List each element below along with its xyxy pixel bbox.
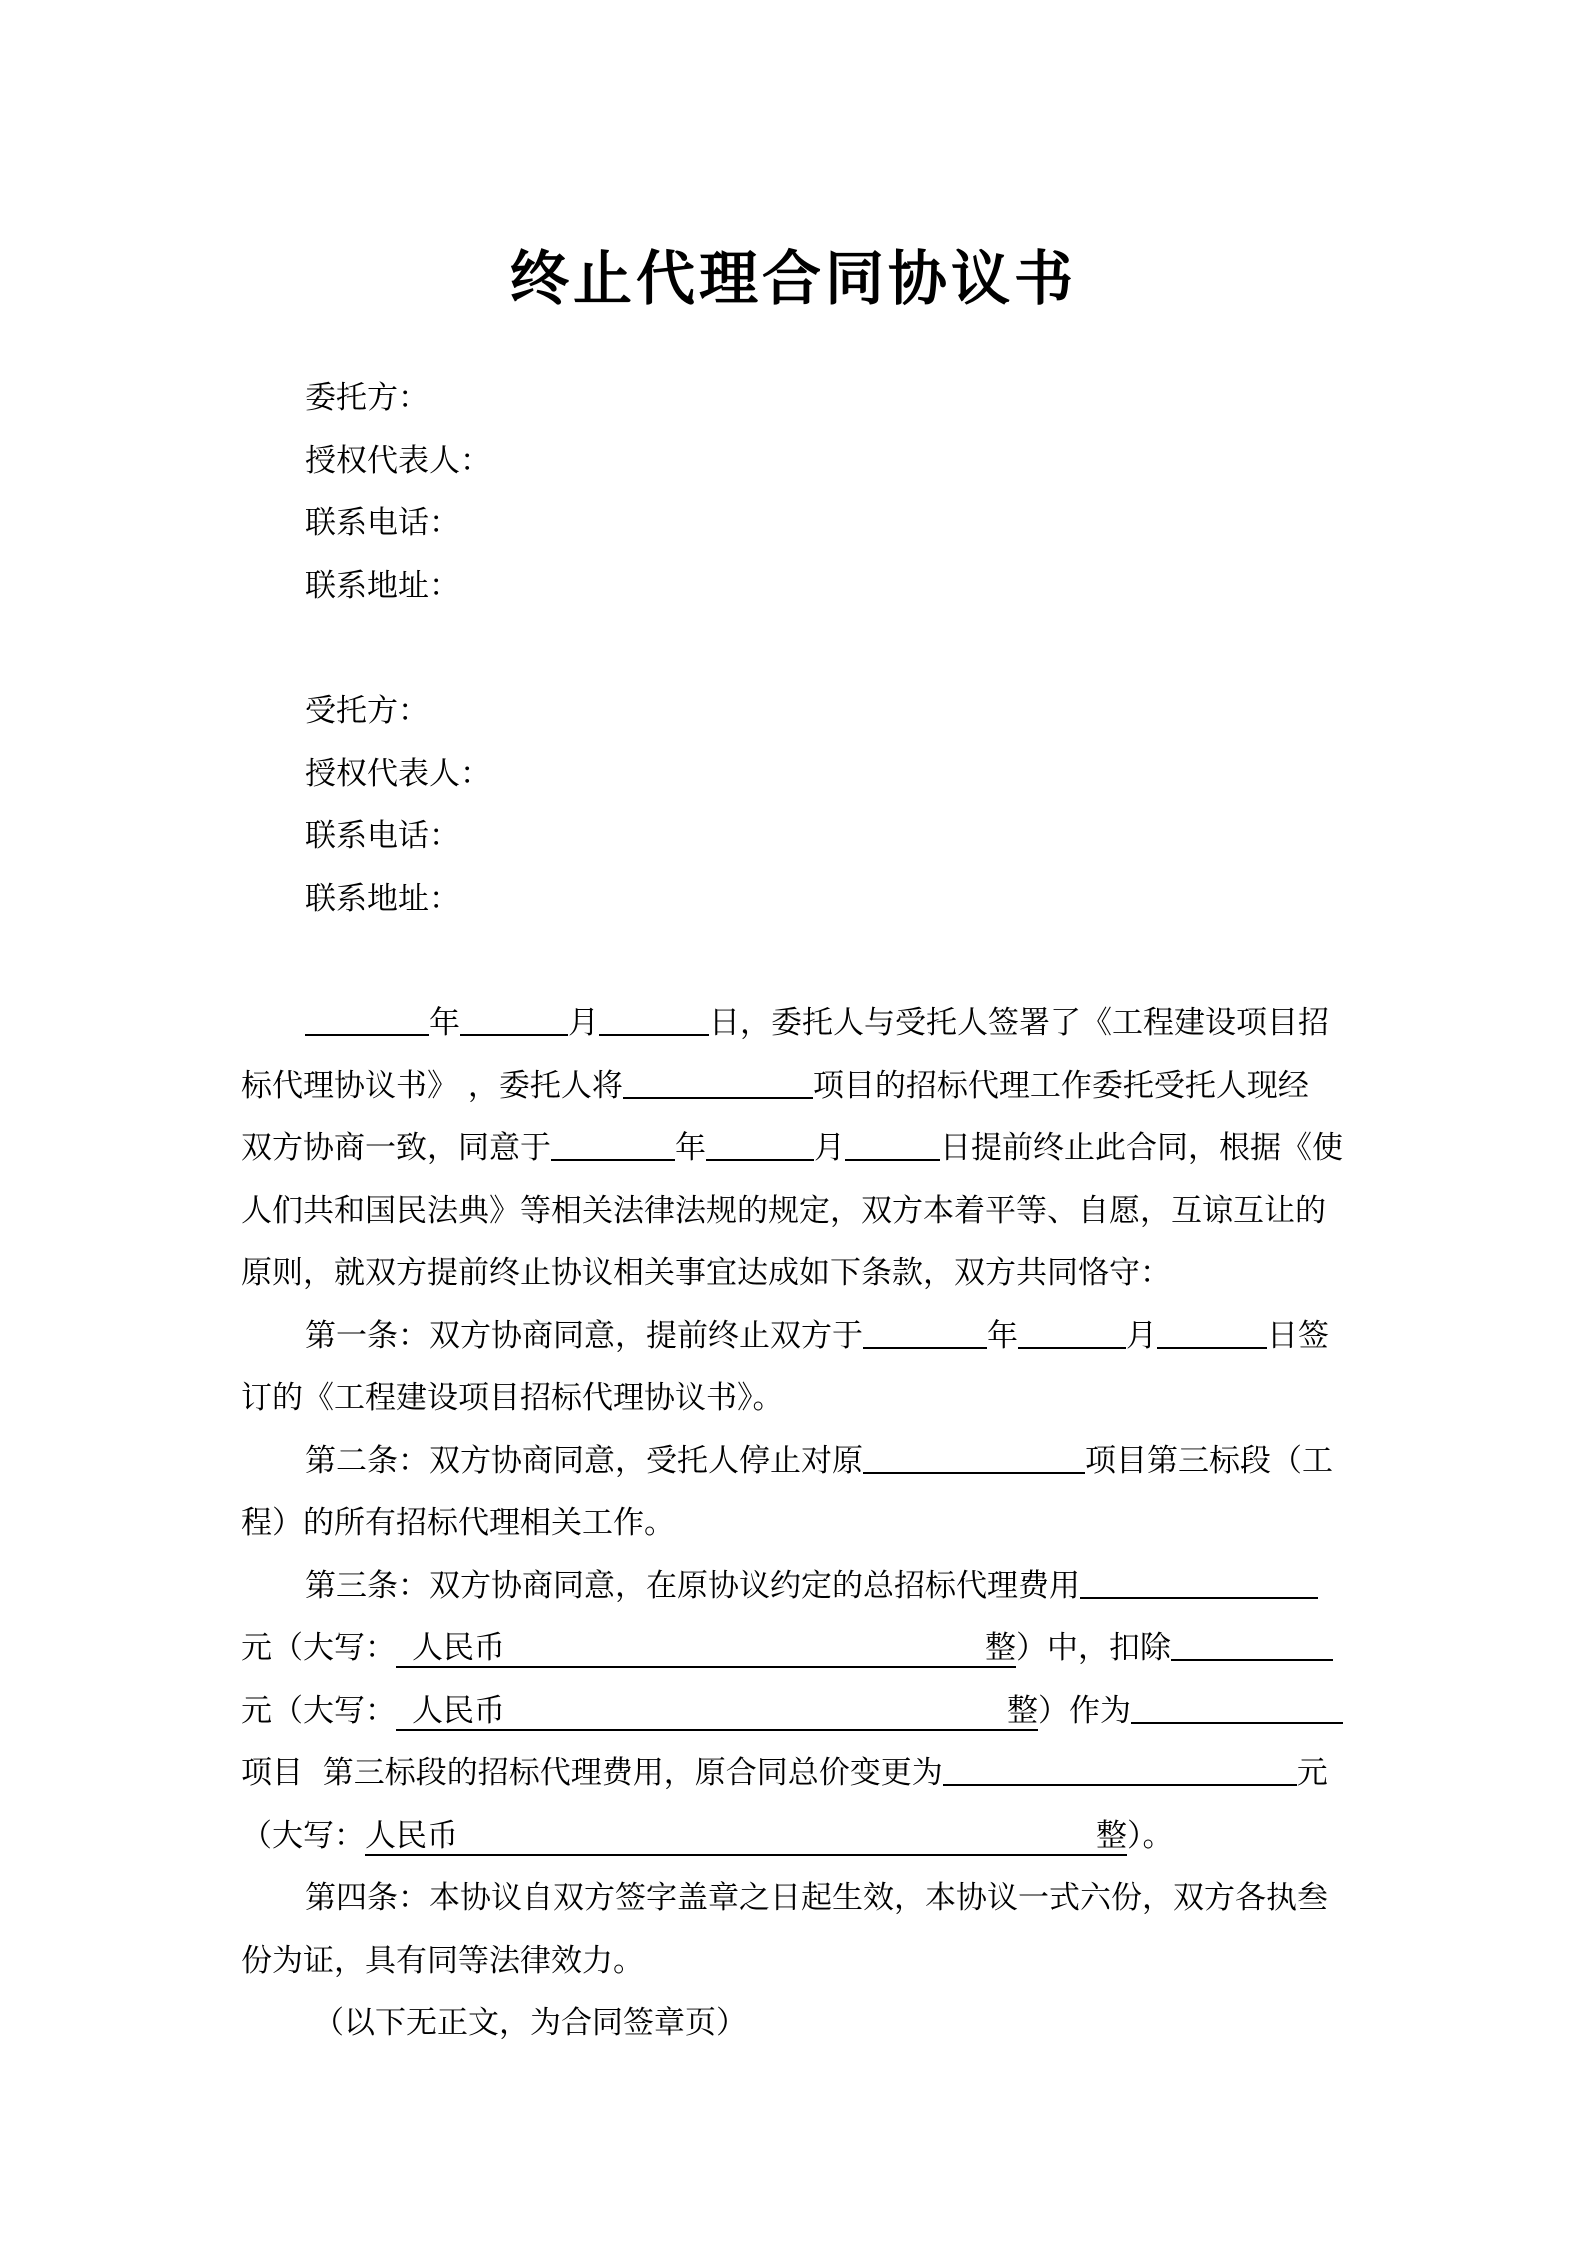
year-label: 年 [429,1005,460,1041]
intro-text-3b: 日提前终止此合同，根据《使 [940,1130,1343,1166]
article-1-text-a: 第一条：双方协商同意，提前终止双方于 [305,1317,863,1354]
article-3-line-3 [241,1680,1353,1743]
blank-year [305,1002,429,1036]
intro-paragraph [241,992,1353,1305]
end-note: （以下无正文，为合同签章页） [313,2005,747,2041]
article-3 [241,1555,1353,1868]
blank-a3-total-fee [1080,1565,1318,1599]
article-4 [241,1867,1353,1992]
rmb-label-2: 人民币 [412,1692,505,1729]
article-4-line-1: 第四条：本协议自双方签字盖章之日起生效，本协议一式六份，双方各执叁 [305,1880,1328,1916]
contract-body [241,992,1353,2055]
intro-text-1: 日，委托人与受托人签署了《工程建设项目招 [709,1005,1329,1041]
article-3-text-5a: （大写： [241,1817,365,1854]
rmb-label-1: 人民币 [412,1630,505,1666]
blank-month [460,1002,568,1036]
article-2-line-2: 程）的所有招标代理相关工作。 [241,1505,675,1541]
intro-line-1 [241,992,1353,1055]
blank-day-2 [845,1127,940,1161]
intro-line-3 [241,1117,1353,1180]
article-3-text-4a: 项目 第三标段的招标代理费用，原合同总价变更为 [241,1755,943,1791]
blank-a2-project [863,1440,1085,1474]
intro-text-2b: 项目的招标代理工作委托受托人现经 [812,1067,1309,1104]
blank-a3-as [1131,1690,1343,1724]
zheng-label-2: 整 [1007,1692,1038,1729]
blank-a1-day [1157,1315,1267,1349]
article-2-text-a: 第二条：双方协商同意，受托人停止对原 [305,1442,863,1479]
article-3-text-a: 第三条：双方协商同意，在原协议约定的总招标代理费用 [305,1567,1080,1604]
principal-section [305,367,491,617]
agent-section [305,680,491,930]
a3-amount-words-1 [396,1630,1016,1668]
blank-a1-month [1018,1315,1126,1349]
article-3-line-1 [241,1555,1353,1618]
month-label: 月 [568,1005,599,1041]
article-1-line-1 [241,1305,1353,1368]
article-3-text-5b: ）。 [1127,1817,1174,1854]
zheng-label-3: 整 [1096,1817,1127,1854]
a1-year-label: 年 [987,1317,1018,1354]
agent-address-label: 联系地址： [305,880,460,917]
agent-phone-label: 联系电话： [305,818,460,854]
intro-line-4: 人们共和国民法典》等相关法律法规的规定，双方本着平等、自愿，互谅互让的 [241,1192,1326,1229]
year-label-2: 年 [675,1130,706,1166]
blank-year-2 [551,1127,675,1161]
article-3-line-4 [241,1742,1353,1805]
blank-a1-year [863,1315,987,1349]
article-2-text-b: 项目第三标段（工 [1085,1442,1333,1479]
article-3-line-2 [241,1617,1353,1680]
article-1 [241,1305,1353,1430]
rmb-label-3: 人民币 [365,1817,458,1854]
intro-text-3a: 双方协商一致，同意于 [241,1130,551,1166]
a1-month-label: 月 [1126,1317,1157,1354]
document-title: 终止代理合同协议书 [509,244,1077,313]
intro-text-2a: 标代理协议书》 ，委托人将 [241,1067,623,1104]
blank-a3-new-total [943,1752,1297,1786]
article-3-text-2a: 元（大写： [241,1630,396,1666]
article-3-line-5 [241,1805,1353,1868]
article-3-text-2b: ）中，扣除 [1016,1630,1171,1666]
article-3-text-4b: 元 [1296,1755,1328,1791]
a3-amount-words-3 [365,1818,1127,1856]
month-label-2: 月 [814,1130,845,1166]
article-3-text-3b: ）作为 [1038,1692,1131,1729]
principal-address-label: 联系地址： [305,567,460,604]
zheng-label-1: 整 [985,1630,1016,1666]
agent-rep-label: 授权代表人： [305,755,491,792]
article-2-line-1 [241,1430,1353,1493]
article-4-line-2: 份为证，具有同等法律效力。 [241,1942,644,1979]
article-3-text-3a: 元（大写： [241,1692,396,1729]
blank-month-2 [706,1127,814,1161]
blank-a3-deduct [1171,1627,1333,1661]
principal-phone-label: 联系电话： [305,505,460,541]
article-2 [241,1430,1353,1555]
a3-amount-words-2 [396,1693,1038,1731]
blank-day [599,1002,709,1036]
principal-rep-label: 授权代表人： [305,442,491,479]
agent-label: 受托方： [305,693,429,729]
intro-line-5: 原则，就双方提前终止协议相关事宜达成如下条款，双方共同恪守： [241,1255,1171,1291]
intro-line-2 [241,1055,1353,1118]
blank-project [623,1065,813,1099]
principal-label: 委托方： [305,380,429,416]
article-1-text-b: 日签 [1267,1317,1329,1354]
article-1-line-2: 订的《工程建设项目招标代理协议书》。 [241,1380,784,1416]
